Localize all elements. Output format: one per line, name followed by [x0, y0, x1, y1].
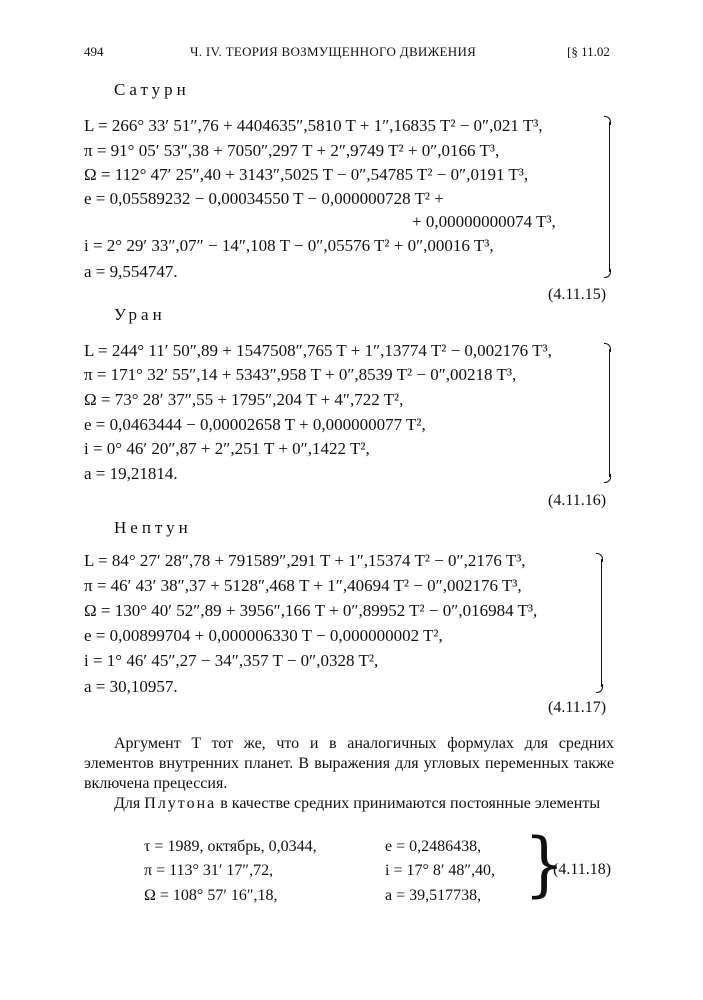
pluto-omega: Ω = 108° 57′ 16″,18,: [144, 887, 278, 904]
pluto-intro-pre: Для: [114, 795, 145, 812]
body-paragraph-2: [84, 794, 614, 814]
uranus-title: Уран: [114, 305, 166, 324]
running-header: [0, 44, 703, 64]
uranus-line-pi: π = 171° 32′ 55″,14 + 5343″,958 T + 0″,8539 T² − 0″,00218 T³,: [84, 365, 517, 384]
pluto-a: a = 39,517738,: [385, 887, 482, 904]
neptune-line-e: e = 0,00899704 + 0,000006330 T − 0,000000002 T²,: [84, 626, 443, 645]
neptune-line-pi: π = 46′ 43′ 38″,37 + 5128″,468 T + 1″,40694 T² − 0″,002176 T³,: [84, 576, 522, 595]
uranus-line-L: L = 244° 11′ 50″,89 + 1547508″,765 T + 1″,13774 T² − 0,002176 T³,: [84, 341, 552, 360]
section-ref: [§ 11.02: [567, 44, 610, 59]
running-title: Ч. IV. ТЕОРИЯ ВОЗМУЩЕННОГО ДВИЖЕНИЯ: [190, 44, 477, 59]
saturn-title: Сатурн: [114, 80, 190, 99]
pluto-e: e = 0,2486438,: [385, 838, 482, 855]
uranus-line-omega: Ω = 73° 28′ 37″,55 + 1795″,204 T + 4″,722 T²,: [84, 390, 404, 409]
saturn-line-a: a = 9,554747.: [84, 262, 178, 281]
uranus-brace: [604, 343, 612, 483]
neptune-line-i: i = 1° 46′ 45″,27 − 34″,357 T − 0″,0328 T²,: [84, 651, 379, 670]
pluto-brace: }: [524, 824, 565, 906]
pluto-tau: τ = 1989, октябрь, 0,0344,: [144, 838, 317, 855]
neptune-title: Нептун: [114, 518, 192, 537]
saturn-brace: [604, 116, 612, 278]
pluto-eq-number: (4.11.18): [553, 861, 612, 878]
pluto-intro-post: в качестве средних принимаются постоянные элементы: [216, 795, 601, 812]
saturn-line-pi: π = 91° 05′ 53″,38 + 7050″,297 T + 2″,9749 T² + 0″,0166 T³,: [84, 141, 500, 160]
neptune-line-L: L = 84° 27′ 28″,78 + 791589″,291 T + 1″,15374 T² − 0″,2176 T³,: [84, 551, 526, 570]
uranus-eq-number: (4.11.16): [548, 492, 607, 509]
saturn-line-L: L = 266° 33′ 51″,76 + 4404635″,5810 T + 1″,16835 T² − 0″,021 T³,: [84, 116, 543, 135]
uranus-line-i: i = 0° 46′ 20″,87 + 2″,251 T + 0″,1422 T²,: [84, 439, 370, 458]
neptune-eq-number: (4.11.17): [548, 699, 607, 716]
uranus-line-a: a = 19,21814.: [84, 464, 178, 483]
neptune-line-a: a = 30,10957.: [84, 677, 178, 696]
neptune-brace: [596, 553, 604, 693]
saturn-line-i: i = 2° 29′ 33″,07″ − 14″,108 T − 0″,05576 T² + 0″,00016 T³,: [84, 236, 494, 255]
saturn-line-e-cont: + 0,00000000074 T³,: [412, 212, 556, 231]
paragraph-pluto-text: [84, 794, 614, 814]
pluto-name-spaced: Плутона: [144, 795, 217, 812]
saturn-eq-number: (4.11.15): [548, 286, 607, 303]
pluto-pi: π = 113° 31′ 17″,72,: [144, 862, 274, 879]
page-number: 494: [84, 44, 104, 59]
pluto-i: i = 17° 8′ 48″,40,: [385, 862, 496, 879]
saturn-line-e: e = 0,05589232 − 0,00034550 T − 0,000000728 T² +: [84, 189, 444, 208]
paragraph-argument-text: Аргумент T тот же, что и в аналогичных формулах для средних элементов внутренних планет. В выражения для угловых переменных также включена прецессия.: [84, 735, 614, 792]
body-paragraph-1: [84, 734, 614, 794]
saturn-line-omega: Ω = 112° 47′ 25″,40 + 3143″,5025 T − 0″,54785 T² − 0″,0191 T³,: [84, 165, 529, 184]
uranus-line-e: e = 0,0463444 − 0,00002658 T + 0,000000077 T²,: [84, 415, 426, 434]
neptune-line-omega: Ω = 130° 40′ 52″,89 + 3956″,166 T + 0″,89952 T² − 0″,016984 T³,: [84, 601, 538, 620]
